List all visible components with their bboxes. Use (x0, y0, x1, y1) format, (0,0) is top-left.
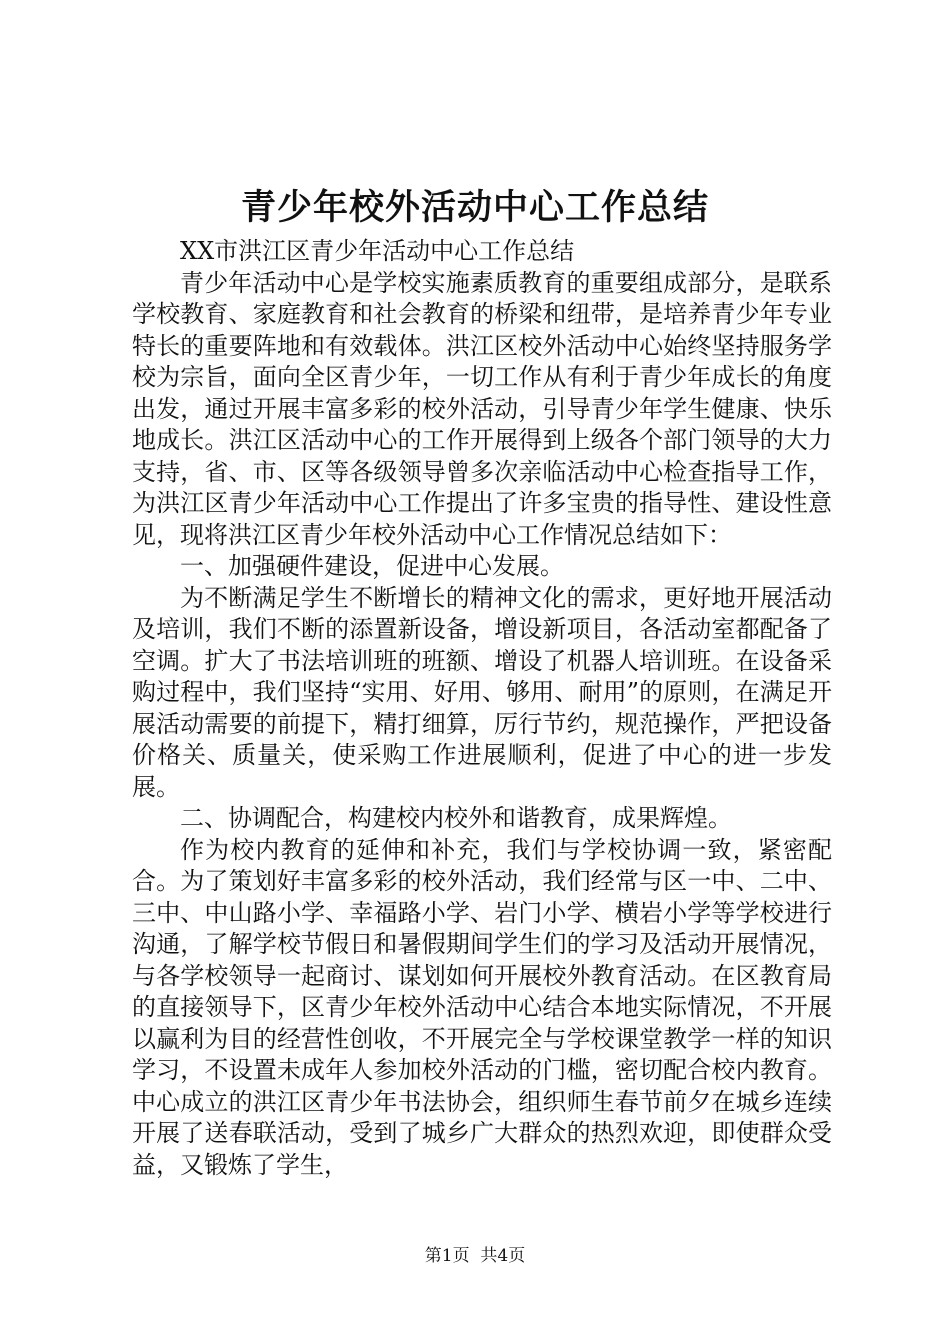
document-body (132, 236, 832, 1181)
document-subtitle: XX市洪江区青少年活动中心工作总结 (180, 237, 575, 265)
document-title: 青少年校外活动中心工作总结 (240, 187, 709, 228)
paragraph-section-1: 为不断满足学生不断增长的精神文化的需求，更好地开展活动及培训，我们不断的添置新设备，增设新项目，各活动室都配备了空调。扩大了书法培训班的班额、增设了机器人培训班。在设备采购过程中，我们坚持“实用、好用、够用、耐用”的原则，在满足开展活动需要的前提下，精打细算，厉行节约，规范操作，严把设备价格关、质量关，使采购工作进展顺利，促进了中心的进一步发展。 (132, 583, 832, 801)
paragraph-section-2: 作为校内教育的延伸和补充，我们与学校协调一致，紧密配合。为了策划好丰富多彩的校外活动，我们经常与区一中、二中、三中、中山路小学、幸福路小学、岩门小学、横岩小学等学校进行沟通，了解学校节假日和暑假期间学生们的学习及活动开展情况，与各学校领导一起商讨、谋划如何开展校外教育活动。在区教育局的直接领导下，区青少年校外活动中心结合本地实际情况，不开展以赢利为目的经营性创收，不开展完全与学校课堂教学一样的知识学习，不设置未成年人参加校外活动的门槛，密切配合校内教育。中心成立的洪江区青少年书法协会，组织师生春节前夕在城乡连续开展了送春联活动，受到了城乡广大群众的热烈欢迎，即使群众受益，又锻炼了学生， (132, 835, 832, 1179)
section-heading-2: 二、协调配合，构建校内校外和谐教育，成果辉煌。 (180, 804, 732, 832)
page-number: 第1页 共4页 (424, 1246, 526, 1266)
page-footer (0, 1244, 950, 1268)
section-heading-1: 一、加强硬件建设，促进中心发展。 (180, 552, 564, 580)
paragraph-intro: 青少年活动中心是学校实施素质教育的重要组成部分，是联系学校教育、家庭教育和社会教育的桥梁和纽带，是培养青少年专业特长的重要阵地和有效载体。洪江区校外活动中心始终坚持服务学校为宗旨，面向全区青少年，一切工作从有利于青少年成长的角度出发，通过开展丰富多彩的校外活动，引导青少年学生健康、快乐地成长。洪江区活动中心的工作开展得到上级各个部门领导的大力支持，省、市、区等各级领导曾多次亲临活动中心检查指导工作，为洪江区青少年活动中心工作提出了许多宝贵的指导性、建设性意见，现将洪江区青少年校外活动中心工作情况总结如下： (132, 268, 832, 549)
